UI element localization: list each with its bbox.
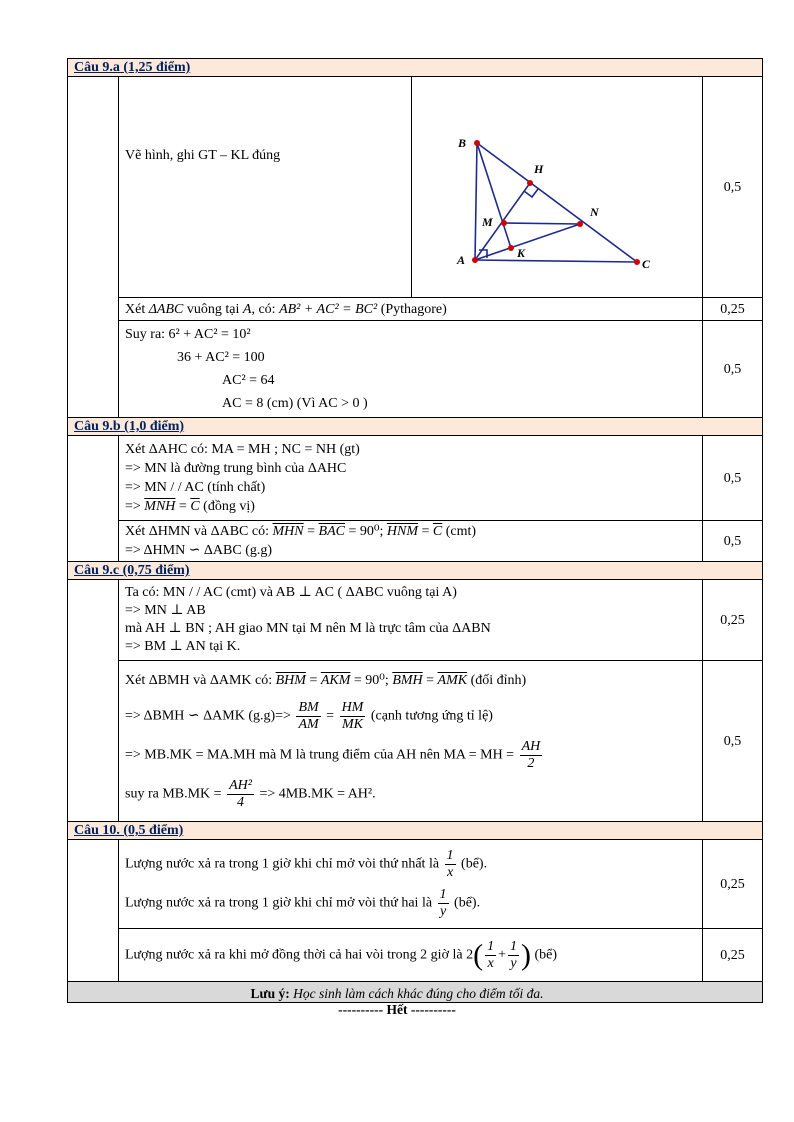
segment-bc [477,143,637,262]
score-cell: 0,25 [703,298,763,321]
point-m [501,220,507,226]
grading-table [67,58,763,1003]
row-9b-similar [68,521,763,562]
criterion-text: Xét ΔAHC có: MA = MH ; NC = NH (gt) => MN là đường trung bình của ΔAHC => MN / / AC (tính chất) => $\overline{MNH} = \overline{C}$ (đồng vị) [119,436,703,521]
row-9a-compute [68,321,763,418]
fraction-ah2-4: $\frac{\text{AH²}}{4}$ [229,777,252,810]
fraction-bm-am: $\frac{BM}{AM}$ [298,699,319,732]
point-b [474,140,480,146]
fraction-1-x: $\frac{1}{x}$ [446,848,454,880]
point-c [634,259,640,265]
footnote-label: Lưu ý: [250,986,290,1001]
criterion-text: Lượng nước xả ra trong 1 giờ khi chỉ mở vòi thứ nhất là $\frac{1}{x}$ (bể). Lượng nước xả ra trong 1 giờ khi chỉ mở vòi thứ hai là $\frac{1}{y}$ (bể). [119,840,703,929]
segment-ab [475,143,477,260]
criterion-text: Ta có: MN / / AC (cmt) và AB ⊥ AC ( ΔABC vuông tại A) => MN ⊥ AB mà AH ⊥ BN ; AH giao MN tại M nên M là trực tâm của ΔABN => BM ⊥ AN tại K. [119,580,703,661]
criterion-text: Xét ΔBMH và ΔAMK có: $\overline{BHM} = \overline{AKM} = 90^0$; $\overline{BMH} = \overline{AMK}$ (đối đỉnh) => ΔBMH ∽ ΔAMK (g.g)=> $\frac{BM}{AM}$ = $\frac{HM}{MK}$ (cạnh tương ứng tỉ lệ) => MB.MK = MA.MH mà M là trung điểm của AH nên MA = MH = $\frac{AH}{2}$ suy ra MB.MK = $\frac{\text{AH²}}{4}$ => 4MB.MK = AH². [119,661,703,822]
score-cell: 0,5 [703,321,763,418]
geometry-figure-cell [412,77,703,298]
section-title-9b: Câu 9.b (1,0 điểm) [74,419,185,434]
blank-cell [68,840,119,982]
criterion-text: Vẽ hình, ghi GT – KL đúng [119,77,412,298]
criterion-text: Xét ΔHMN và ΔABC có: $\overline{MHN} = \overline{BAC} = 90^0$; $\overline{HNM} = \overline{C}$ (cmt) => ΔHMN ∽ ΔABC (g.g) [119,521,703,562]
row-9b-midline [68,436,763,521]
blank-cell [68,77,119,418]
segment-ac [475,260,637,262]
footnote [0,986,794,1002]
right-angle-h [524,189,538,197]
fraction-1-y: $\frac{1}{y}$ [439,887,447,919]
criterion-text: Xét ΔABC vuông tại A, có: AB² + AC² = BC² (Pythagore) [119,298,703,321]
row-9c-similar [68,661,763,822]
row-10-rates [68,840,763,929]
right-paren: ) [520,938,531,971]
fraction-1-y: $\frac{1}{y}$ [509,938,517,971]
label-h: H [534,162,544,176]
point-k [508,245,514,251]
fraction-hm-mk: $\frac{HM}{MK}$ [341,699,364,732]
label-k: K [517,246,526,260]
point-h [527,180,533,186]
label-a: A [457,253,466,267]
blank-cell [68,436,119,562]
section-title-9c: Câu 9.c (0,75 điểm) [74,563,190,578]
section-title-10: Câu 10. (0,5 điểm) [74,823,184,838]
score-cell: 0,5 [703,661,763,822]
score-cell: 0,25 [703,580,763,661]
section-header-9b [68,418,763,436]
score-cell: 0,5 [703,77,763,298]
fraction-ah-2: $\frac{AH}{2}$ [521,738,541,771]
score-cell: 0,25 [703,929,763,982]
label-n: N [590,205,599,219]
criterion-text: Suy ra: 6² + AC² = 10² 36 + AC² = 100 AC² = 64 AC = 8 (cm) (Vì AC > 0 ) [119,321,703,418]
point-a [472,257,478,263]
left-paren: ( [473,938,484,971]
blank-cell [68,580,119,822]
score-cell: 0,25 [703,840,763,929]
score-cell: 0,5 [703,436,763,521]
label-c: C [642,257,651,271]
section-title-9a: Câu 9.a (1,25 điểm) [74,60,191,75]
row-9c-orthocenter [68,580,763,661]
point-n [577,221,583,227]
label-b: B [458,136,467,150]
footnote-text: Học sinh làm cách khác đúng cho điểm tối đa. [289,986,544,1001]
answer-key-sheet [67,58,762,1003]
row-9a-figure [68,77,763,298]
segment-mn [504,223,580,224]
section-header-10 [68,822,763,840]
segment-an [475,224,580,260]
row-10-combined [68,929,763,982]
section-header-9a [68,59,763,77]
label-m: M [482,215,493,229]
triangle-figure [412,111,703,271]
section-header-9c [68,562,763,580]
end-marker: ---------- Hết ---------- [338,1002,456,1017]
row-9a-pythagore [68,298,763,321]
score-cell: 0,5 [703,521,763,562]
criterion-text: Lượng nước xả ra khi mở đồng thời cả hai vòi trong 2 giờ là 2( $\frac{1}{x}$ + $\frac{1}{y}$ ) (bể) [119,929,703,982]
fraction-1-x: $\frac{1}{x}$ [487,938,495,971]
